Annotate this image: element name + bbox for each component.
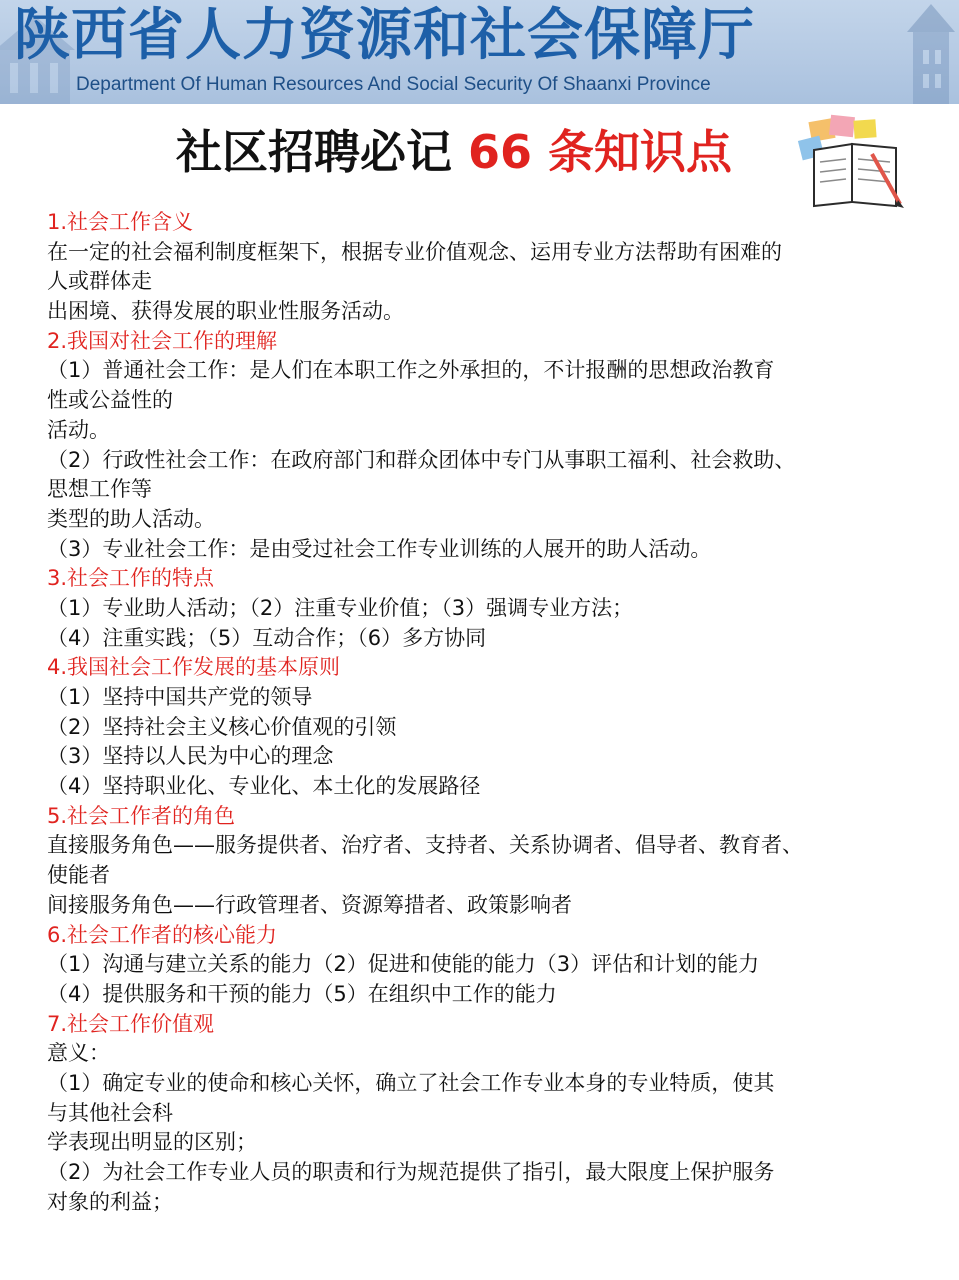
notebook-illustration-icon	[796, 114, 908, 210]
section-text-line: （4）注重实践；（5）互动合作；（6）多方协同	[47, 625, 487, 650]
headline-prefix: 社区招聘必记	[176, 125, 469, 179]
section-text-line: 意义：	[47, 1041, 110, 1066]
section-heading: 3.社会工作的特点	[47, 566, 215, 591]
section-text-line: （4）提供服务和干预的能力（5）在组织中工作的能力	[47, 981, 557, 1006]
section-text-line: 类型的助人活动。	[47, 506, 215, 531]
section-text-line: （2）为社会工作专业人员的职责和行为规范提供了指引，最大限度上保护服务	[47, 1160, 775, 1184]
section-text-line: （2）行政性社会工作：在政府部门和群众团体中专门从事职工福利、社会救助、	[47, 447, 796, 472]
section-text-line: 对象的利益；	[47, 1189, 173, 1214]
section-text-line: （1）普通社会工作：是人们在本职工作之外承担的，不计报酬的思想政治教育	[47, 358, 775, 383]
section-text-line: （3）专业社会工作：是由受过社会工作专业训练的人展开的助人活动。	[47, 536, 712, 561]
section-heading: 1.社会工作含义	[47, 210, 194, 234]
section-heading: 7.社会工作价值观	[47, 1011, 215, 1036]
section-text-line: 思想工作等	[47, 477, 152, 502]
section-text-line: （2）坚持社会主义核心价值观的引领	[47, 714, 397, 739]
tower-silhouette-icon	[895, 0, 959, 104]
section-text-line: （4）坚持职业化、专业化、本土化的发展路径	[47, 774, 481, 799]
section-heading: 2.我国对社会工作的理解	[47, 328, 278, 353]
org-title-en: Department Of Human Resources And Social Security Of Shaanxi Province	[76, 74, 711, 95]
section-text-line: （1）坚持中国共产党的领导	[47, 685, 313, 709]
headline-highlight: 66 条知识点	[468, 125, 733, 179]
section-text-line: 在一定的社会福利制度框架下，根据专业价值观念、运用专业方法帮助有困难的	[47, 239, 782, 264]
section-text-line: 与其他社会科	[47, 1100, 173, 1125]
section-text-line: 性或公益性的	[47, 388, 173, 413]
header-banner	[0, 0, 959, 104]
section-heading: 6.社会工作者的核心能力	[47, 922, 278, 947]
section-text-line: 直接服务角色——服务提供者、治疗者、支持者、关系协调者、倡导者、教育者、	[47, 833, 803, 858]
section-text-line: 学表现出明显的区别；	[47, 1130, 257, 1155]
section-text-line: （1）沟通与建立关系的能力（2）促进和使能的能力（3）评估和计划的能力	[47, 952, 760, 977]
headline-title	[176, 120, 732, 184]
section-heading: 4.我国社会工作发展的基本原则	[47, 655, 341, 680]
section-text-line: 间接服务角色——行政管理者、资源筹措者、政策影响者	[47, 892, 572, 917]
section-text-line: （1）确定专业的使命和核心关怀，确立了社会工作专业本身的专业特质，使其	[47, 1070, 775, 1095]
section-text-line: 活动。	[47, 417, 110, 442]
section-text-line: 出困境、获得发展的职业性服务活动。	[47, 299, 404, 324]
section-text-line: （3）坚持以人民为中心的理念	[47, 744, 334, 769]
section-text-line: （1）专业助人活动；（2）注重专业价值；（3）强调专业方法；	[47, 595, 634, 620]
org-title-cn: 陕西省人力资源和社会保障厅	[14, 3, 755, 68]
section-heading: 5.社会工作者的角色	[47, 803, 236, 828]
section-text-line: 使能者	[47, 863, 110, 888]
section-text-line: 人或群体走	[47, 269, 152, 294]
knowledge-list	[47, 208, 937, 1217]
